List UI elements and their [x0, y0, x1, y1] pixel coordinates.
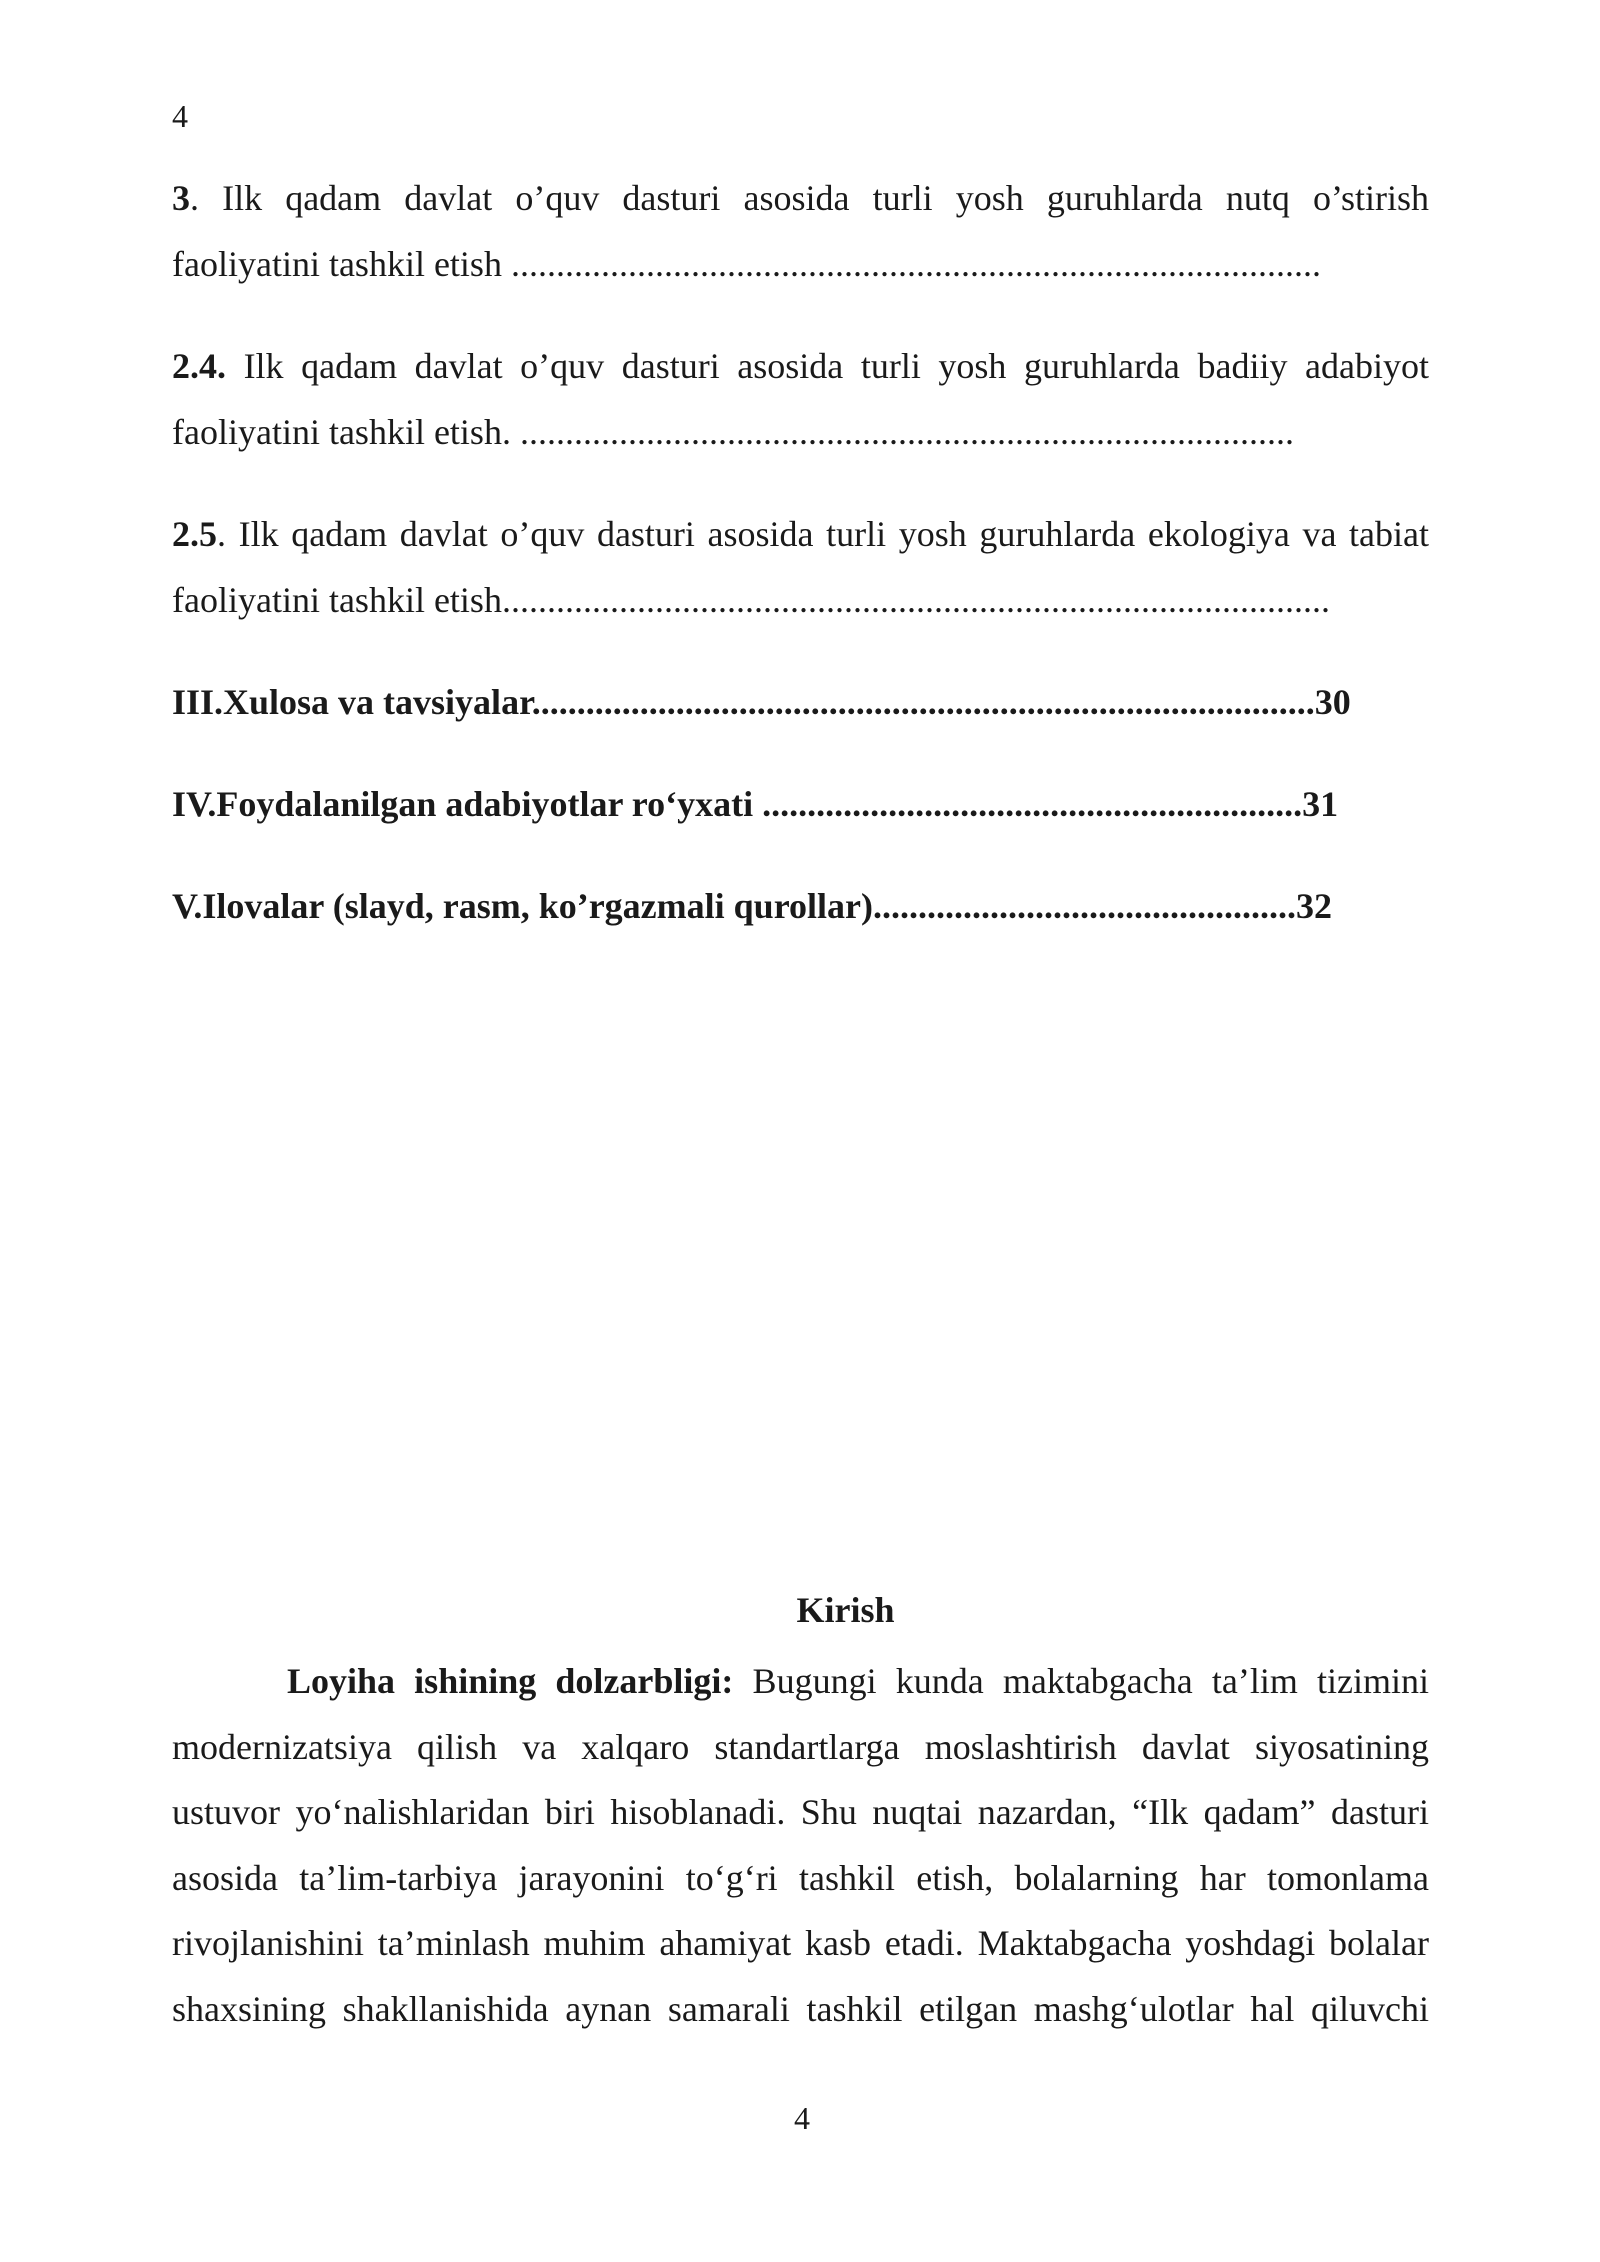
introduction-section [172, 1585, 1429, 2042]
table-of-contents [172, 165, 1429, 975]
page-number-top: 4 [172, 98, 188, 134]
toc-entry-line: faoliyatini tashkil etish. ...................................................................................... [172, 412, 1294, 452]
toc-entry-title: . Ilk qadam davlat o’quv dasturi asosida turli yosh guruhlarda nutq o’stirish [190, 178, 1429, 218]
toc-entry-3 [172, 165, 1429, 297]
paragraph-line: asosida ta’lim-tarbiya jarayonini to‘g‘ri tashkil etish, bolalarning har tomonlama [172, 1857, 1429, 1898]
toc-entry-line [172, 501, 1429, 567]
paragraph-text: Bugungi kunda maktabgacha ta’lim tizimini [733, 1661, 1429, 1701]
toc-entry-2-4 [172, 333, 1429, 465]
toc-entry-line: faoliyatini tashkil etish............................................................................................ [172, 580, 1330, 620]
toc-entry-line: faoliyatini tashkil etish .......................................................................................... [172, 244, 1321, 284]
paragraph-lead: Loyiha ishining dolzarbligi: [287, 1661, 734, 1701]
paragraph-line: modernizatsiya qilish va xalqaro standartlarga moslashtirish davlat siyosatining [172, 1726, 1429, 1767]
toc-entry-line [172, 165, 1429, 231]
toc-entry-number: 2.4. [172, 346, 226, 386]
paragraph-line: shaxsining shakllanishida aynan samarali tashkil etilgan mashg‘ulotlar hal qiluvchi [172, 1988, 1429, 2029]
toc-entry-line [172, 333, 1429, 399]
toc-entry-number: 3 [172, 178, 190, 218]
paragraph-line: rivojlanishini ta’minlash muhim ahamiyat kasb etadi. Maktabgacha yoshdagi bolalar [172, 1923, 1429, 1963]
toc-entry-title: . Ilk qadam davlat o’quv dasturi asosida turli yosh guruhlarda ekologiya va tabiat [217, 514, 1429, 554]
section-heading: Kirish [796, 1590, 895, 1630]
toc-entry-conclusions: III.Xulosa va tavsiyalar.......................................................................................30 [172, 682, 1351, 722]
toc-entry-2-5 [172, 501, 1429, 633]
toc-entry-title: Ilk qadam davlat o’quv dasturi asosida turli yosh guruhlarda badiiy adabiyot [226, 346, 1429, 386]
paragraph-line: ustuvor yo‘nalishlaridan biri hisoblanadi. Shu nuqtai nazardan, “Ilk qadam” dasturi [172, 1792, 1429, 1832]
paragraph-line [172, 1649, 1429, 1715]
toc-entry-references: IV.Foydalanilgan adabiyotlar ro‘yxati ............................................................31 [172, 784, 1339, 824]
page-number-bottom: 4 [794, 2100, 810, 2136]
toc-entry-number: 2.5 [172, 514, 217, 554]
toc-entry-appendices: V.Ilovalar (slayd, rasm, ko’rgazmali qurollar)...............................................32 [172, 886, 1332, 926]
